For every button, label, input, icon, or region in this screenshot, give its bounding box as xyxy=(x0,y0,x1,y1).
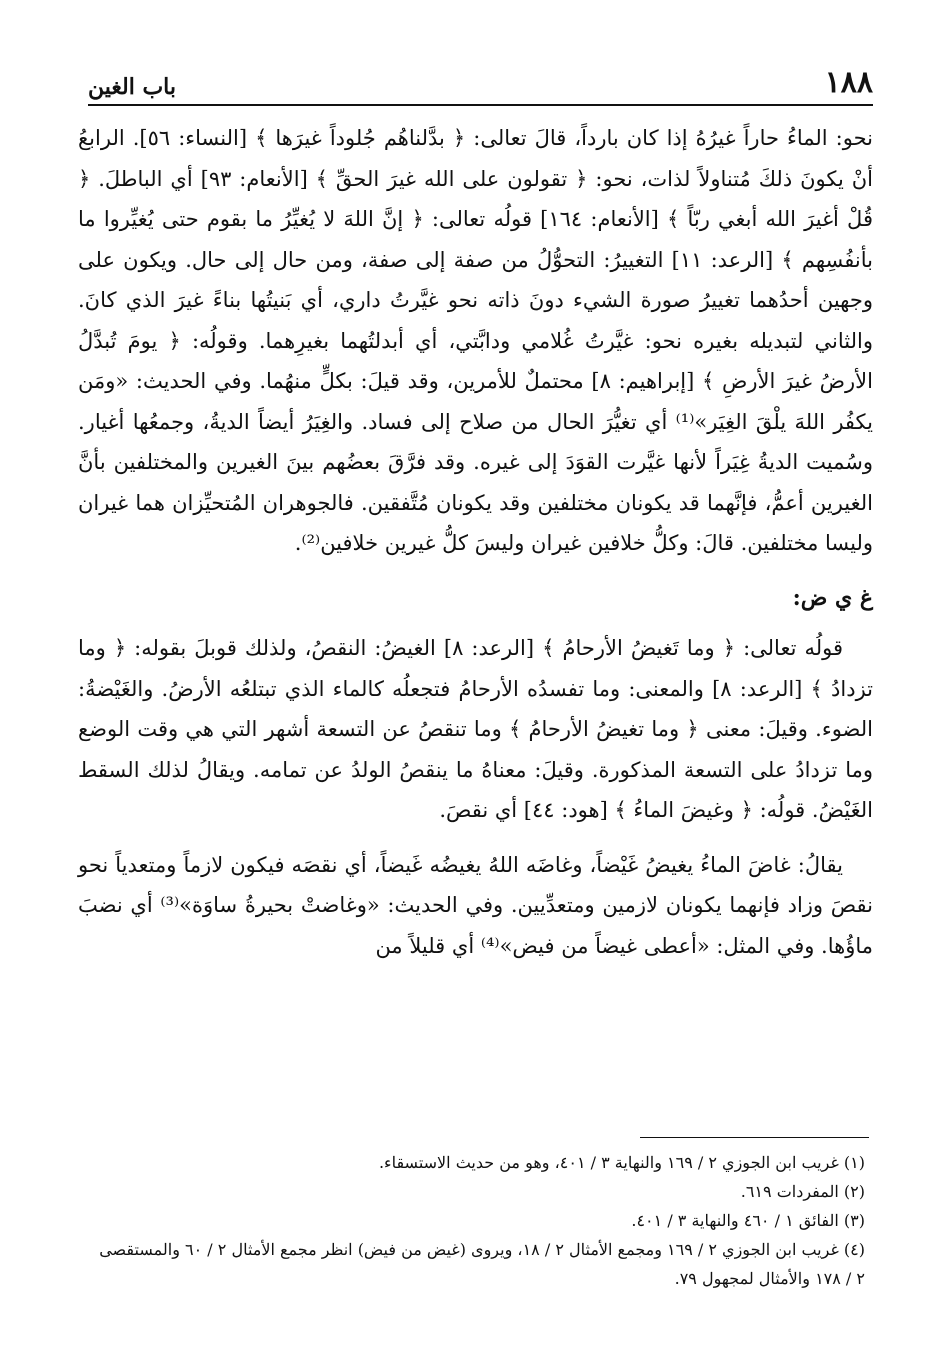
footnote-item: (٣) الفائق ١ / ٤٦٠ والنهاية ٣ / ٤٠١. xyxy=(631,1211,865,1230)
section-heading: غ ي ض: xyxy=(792,584,873,611)
paragraph: نحو: الماءُ حاراً غيرُهُ إذا كان بارداً، قالَ تعالى: ﴿ بدَّلناهُم جُلوداً غيرَها ﴾ [النساء: ٥٦]. الرابعُ أنْ يكونَ ذلكَ مُتناولاً لذات، نحو: ﴿ تقولون على الله غيرَ الحقِّ ﴾ [الأنعام: ٩٣] أي الباطلَ. ﴿ قُلْ أغيرَ الله أبغي ربّاً ﴾ [الأنعام: ١٦٤] قولُه تعالى: ﴿ إنَّ اللهَ لا يُغيِّرُ ما بقوم حتى يُغيِّروا ما بأنفُسِهم ﴾ [الرعد: ١١] التغييرُ: التحوُّلُ من صفة إلى صفة، ومن حال إلى حال. ويكون على وجهين أحدُهما تغييرُ صورة الشيء دونَ ذاته نحو غيَّرتُ داري، أي بَنيتُها بناءً غيرَ الذي كانَ. والثاني لتبديله بغيره نحو: غيَّرتُ غُلامي ودابَّتي، أي أبدلتُهما بغيرِهما. وقولُه: ﴿ يومَ تُبدَّلُ الأرضُ غيرَ الأرضِ ﴾ [إبراهيم: ٨] محتملٌ للأمرين، وقد قيلَ: بكلٍّ منهُما. وفي الحديث: «ومَن يكفُر اللهَ يلْقَ الغِيَر»⁽¹⁾ أي تغيُّرَ الحال من صلاح إلى فساد. والغِيَرُ أيضاً الديةُ، وجمعُها أغيار. وسُميت الديةُ غِيَراً لأنها غيَّرت القوَدَ إلى غيره. وقد فرَّقَ بعضُهم بينَ الغيرين والمختلفين بأنَّ الغيرين أعمُّ، فإنَّهما قد يكونان مختلفين وقد يكونان مُتَّفقين. فالجوهران المُتحيِّزان هما غيران وليسا مختلفين. قالَ: وكلُّ خلافين غيران وليسَ كلُّ غيرين خلافين⁽²⁾. xyxy=(78,126,873,555)
paragraph-gap xyxy=(78,831,873,845)
page-header xyxy=(88,52,873,106)
main-text xyxy=(78,118,873,966)
footnote-separator xyxy=(640,1137,869,1138)
paragraph: قولُه تعالى: ﴿ وما تَغيضُ الأرحامُ ﴾ [الرعد: ٨] الغيضُ: النقصُ، ولذلك قوبلَ بقوله: ﴿ وما تزدادُ ﴾ [الرعد: ٨] والمعنى: وما تفسدُه الأرحامُ فتجعلُه كالماء الذي تبتلعُه الأرضُ. والغَيْضةُ: الضوء. وقيلَ: معنى ﴿ وما تغيضُ الأرحامُ ﴾ وما تنقصُ عن التسعة أشهر التي هي وقت الوضع وما تزدادُ على التسعة المذكورة. وقيلَ: معناهُ ما ينقصُ الولدُ عن تمامه. ويقالُ لذلك السقط الغَيْضُ. قولُه: ﴿ وغيضَ الماءُ ﴾ [هود: ٤٤] أي نقصَ. xyxy=(78,636,873,822)
footnote-item: (٢) المفردات ٦١٩. xyxy=(740,1182,865,1201)
running-title: باب الغين xyxy=(88,74,177,100)
footnotes xyxy=(92,1148,865,1293)
footnote-item: (٤) غريب ابن الجوزي ٢ / ١٦٩ ومجمع الأمثال ٢ / ١٨، ويروى (غيض من فيض) انظر مجمع الأمثال ٢ / ٦٠ والمستقصى ٢ / ١٧٨ والأمثال لمجهول ٧٩. xyxy=(99,1240,865,1288)
paragraph: يقالُ: غاضَ الماءُ يغيضُ غَيْضاً، وغاضَه اللهُ يغيضُه غَيضاً، أي نقصَه فيكون لازماً ومتعدياً نحو نقصَ وزاد فإنهما يكونان لازمين ومتعدِّيين. وفي الحديث: «وغاضتْ بحيرةُ ساوَة»⁽³⁾ أي نضبَ ماؤُها. وفي المثل: «أعطى غيضاً من فيض»⁽⁴⁾ أي قليلاً من xyxy=(78,852,873,958)
page-number: ١٨٨ xyxy=(824,65,873,100)
footnote-item: (١) غريب ابن الجوزي ٢ / ١٦٩ والنهاية ٣ / ٤٠١، وهو من حديث الاستسقاء. xyxy=(378,1153,865,1172)
